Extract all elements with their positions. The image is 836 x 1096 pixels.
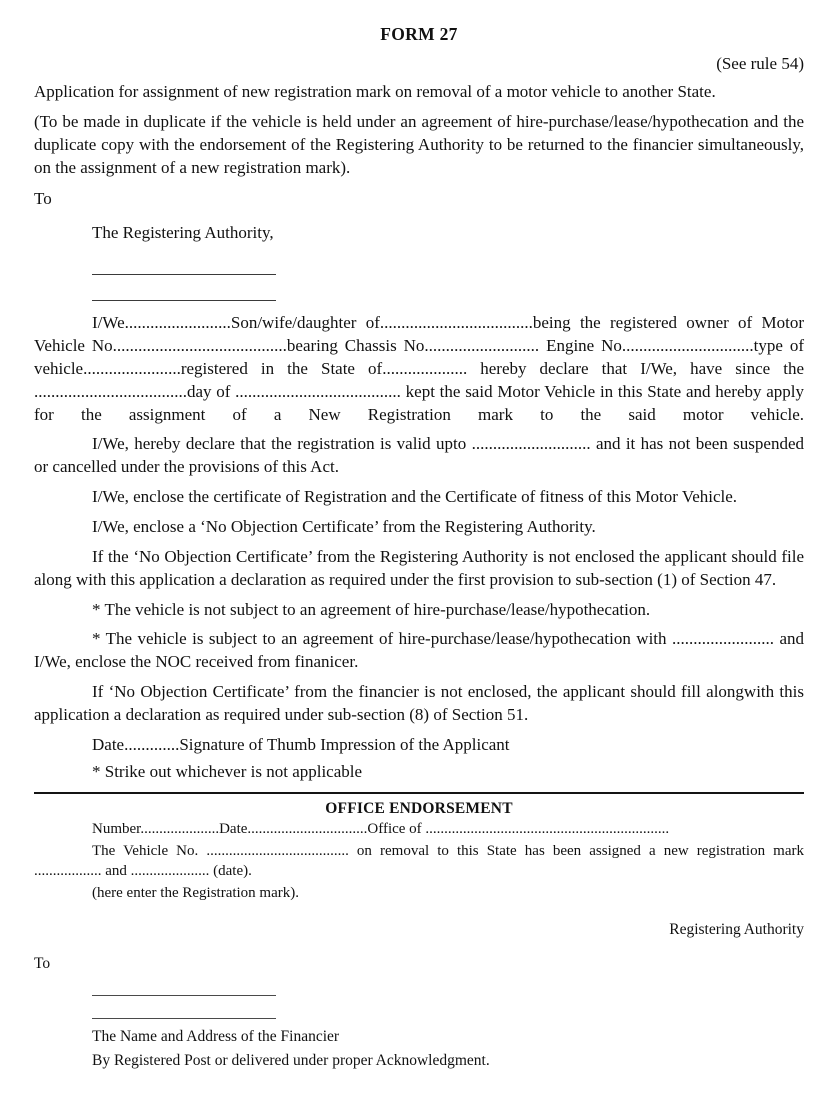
enclosure-noc-paragraph: I/We, enclose a ‘No Objection Certificate’ from the Registering Authority.	[92, 517, 596, 537]
noc-not-enclosed-paragraph: If the ‘No Objection Certificate’ from the Registering Authority is not enclosed the applicant should file along with this application a declaration as required under the first provision to sub-section (1) of Section 47.	[34, 546, 804, 589]
document-body	[34, 0, 804, 1071]
registering-authority-signoff: Registering Authority	[669, 921, 804, 939]
option-subject-paragraph: * The vehicle is subject to an agreement of hire-purchase/lease/hypothecation with ........................ and I/We, enclose the NOC received from finanicer.	[34, 629, 804, 672]
addressee-registering-authority: The Registering Authority,	[92, 223, 274, 243]
endorsement-number-date-office: Number.....................Date................................Office of .................................................................	[92, 820, 670, 837]
financier-blank-line-2	[92, 1018, 276, 1019]
office-endorsement-divider	[34, 792, 804, 794]
financier-blank-line-1	[92, 995, 276, 996]
address-blank-line-2	[92, 300, 276, 301]
page-title: FORM 27	[380, 24, 458, 44]
bottom-to-label: To	[34, 955, 51, 973]
office-endorsement-heading: OFFICE ENDORSEMENT	[325, 799, 513, 817]
enclosure-certificates-paragraph: I/We, enclose the certificate of Registration and the Certificate of fitness of this Motor Vehicle.	[92, 487, 738, 507]
to-label: To	[34, 189, 52, 209]
duplicate-note-paragraph: (To be made in duplicate if the vehicle is held under an agreement of hire-purchase/lease/hypothecation and the duplicate copy with the endorsement of the Registering Authority to be returned to the financier simultaneously, on the assignment of a new registration mark).	[34, 111, 804, 177]
endorsement-assignment-paragraph: The Vehicle No. ...................................... on removal to this State has been assigned a new registration mark .................. and ..................... (date).	[34, 843, 804, 880]
rule-reference: (See rule 54)	[716, 54, 804, 73]
validity-declaration-paragraph: I/We, hereby declare that the registration is valid upto ............................ and it has not been suspended or cancelled under the provisions of this Act.	[34, 434, 804, 477]
subject-paragraph: Application for assignment of new registration mark on removal of a motor vehicle to another State.	[34, 82, 716, 101]
strike-out-note: * Strike out whichever is not applicable	[92, 761, 363, 781]
main-declaration-paragraph: I/We.........................Son/wife/daughter of....................................being the registered owner of Motor Vehicle No.........................................bearing Chassis No........................... Engine No...............................type of vehicle.......................registered in the State of.................... hereby declare that I/We, have since the ....................................day of ....................................... kept the said Motor Vehicle in this State and hereby apply for the assignment of a New Registration mark to the said motor vehicle.	[34, 313, 804, 424]
date-signature-line: Date.............Signature of Thumb Impression of the Applicant	[92, 734, 510, 754]
option-not-subject-paragraph: * The vehicle is not subject to an agreement of hire-purchase/lease/hypothecation.	[92, 599, 651, 619]
delivery-note: By Registered Post or delivered under proper Acknowledgment.	[92, 1051, 490, 1069]
address-blank-line-1	[92, 274, 276, 275]
financier-name-address-label: The Name and Address of the Financier	[92, 1028, 340, 1046]
registration-mark-note: (here enter the Registration mark).	[92, 884, 299, 901]
financier-noc-not-enclosed-paragraph: If ‘No Objection Certificate’ from the financier is not enclosed, the applicant should fill alongwith this application a declaration as required under sub-section (8) of Section 51.	[34, 682, 804, 725]
